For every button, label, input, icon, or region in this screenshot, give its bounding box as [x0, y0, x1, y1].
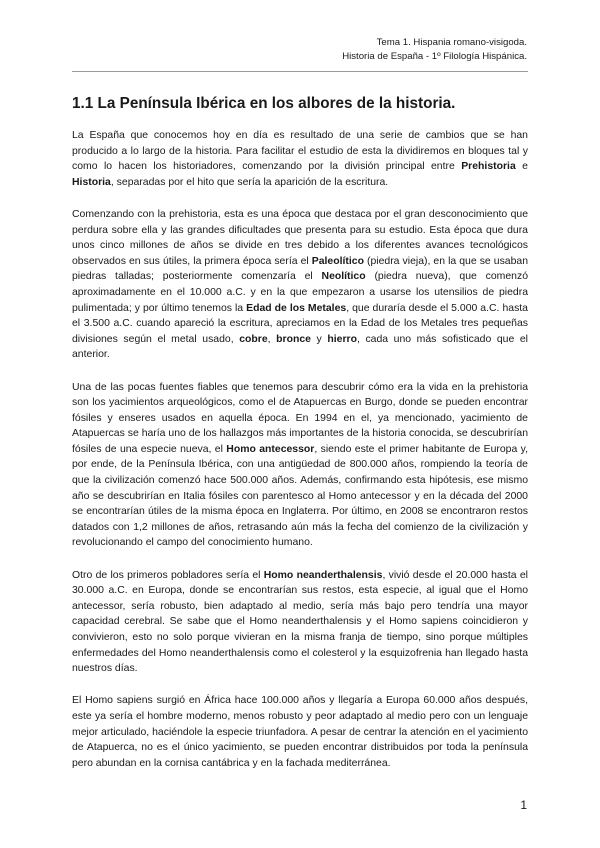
text-run: , cada uno más sofisticado que el anterior. — [72, 333, 528, 361]
text-run: (piedra nueva), que comenzó aproximadamente en el 10.000 a.C. y en la que empezaron a usarse los utensilios de piedra pulimentada; y por último tenemos la — [72, 271, 528, 314]
text-run: , separadas por el hito que sería la aparición de la escritura. — [110, 176, 389, 188]
bold-term: Neolítico — [321, 271, 366, 283]
text-run: y — [310, 333, 328, 345]
text-run: , siendo este el primer habitante de Europa y, por ende, de la Península Ibérica, con una antigüedad de 800.000 años, rompiendo la teoría de que la civilización comenzó hace 500.000 años. Además, confirmando esta hipótesis, ese mismo año se descubrirían en Italia fósiles con parentesco al Homo antecessor y en la década del 2000 se encontrarían útiles de la misma época en Inglaterra. Por último, en 2008 se encontraron restos datados con 1,2 millones de años, retrasando aún más la fecha del comienzo de la civilización y revolucionando el campo del conocimiento humano. — [72, 443, 528, 549]
text-run: Una de las pocas fuentes fiables que tenemos para descubrir cómo era la vida en la prehistoria son los yacimientos arqueológicos, como el de Atapuercas en Burgo, donde se pueden encontrar fósiles y enseres usados en aquella época. En 1994 en el, ya mencionado, yacimiento de Atapuercas se haría uno de los hallazgos más importantes de la historia conocida, se descubrirían fósiles de una especie nueva, el — [72, 381, 528, 455]
document-body — [72, 128, 528, 788]
header-divider — [72, 71, 528, 72]
paragraph — [72, 128, 528, 190]
text-run: Otro de los primeros pobladores sería el — [72, 569, 264, 581]
text-run: Comenzando con la prehistoria, esta es una época que destaca por el gran desconocimiento que perdura sobre ella y las grandes dificultades que presenta para su estudio. Esta época que dura unos cinco millones de años se divide en tres debido a los diferentes avances tecnológicos observados en sus útiles, la primera época sería el — [72, 208, 528, 267]
header-course: Historia de España - 1º Filología Hispánica. — [342, 51, 527, 62]
running-header — [342, 36, 527, 64]
page-number: 1 — [520, 798, 527, 812]
paragraph — [72, 693, 528, 771]
bold-term: bronce — [276, 333, 311, 345]
text-run: e — [515, 161, 528, 173]
text-run: , vivió desde el 20.000 hasta el 30.000 a.C. en Europa, donde se encontrarían sus restos, esta especie, al igual que el Homo antecessor, sería robusto, bien adaptado al medio, sería más bajo pero tendría una mayor capacidad cerebral. Se sabe que el Homo neanderthalensis y el Homo sapiens coincidieron y convivieron, esto no solo porque vivieran en la misma franja de tiempo, sino porque múltiples enfermedades del Homo neanderthalensis como el colesterol y la esquizofrenia han llegado hasta nuestros días. — [72, 569, 528, 675]
bold-term: Edad de los Metales — [246, 302, 347, 314]
paragraph — [72, 380, 528, 552]
bold-term: Paleolítico — [311, 255, 364, 267]
text-run: (piedra vieja), en la que se usaban piedras talladas; posteriormente comenzaría el — [72, 255, 529, 283]
text-run: El Homo sapiens surgió en África hace 100.000 años y llegaría a Europa 60.000 años después, este ya sería el hombre moderno, menos robusto y peor adaptado al medio pero con un lenguaje mejor articulado, haciéndole la especie triunfadora. A pesar de centrar la atención en el yacimiento de Atapuerca, no es el único yacimiento, se pueden encontrar distribuidos por toda la península pero abundan en la cornisa cantábrica y en la fachada mediterránea. — [72, 695, 528, 769]
bold-term: Homo neanderthalensis — [263, 569, 383, 581]
text-run: , — [267, 333, 277, 345]
section-title: 1.1 La Península Ibérica en los albores de la historia. — [72, 95, 456, 112]
bold-term: Prehistoria — [461, 161, 516, 173]
text-run: , que duraría desde el 5.000 a.C. hasta el 3.500 a.C. cuando apareció la escritura, apreciamos en la Edad de los Metales tres pequeñas divisiones según el metal usado, — [72, 302, 528, 345]
bold-term: hierro — [327, 333, 357, 345]
header-topic: Tema 1. Hispania romano-visigoda. — [376, 37, 527, 48]
bold-term: cobre — [239, 333, 268, 345]
paragraph — [72, 207, 528, 363]
bold-term: Historia — [72, 176, 111, 188]
text-run: La España que conocemos hoy en día es resultado de una serie de cambios que se han producido a lo largo de la historia. Para facilitar el estudio de esta la dividiremos en bloques tal y como lo hacen los historiadores, comenzando por la división principal entre — [72, 130, 528, 173]
paragraph — [72, 568, 528, 677]
bold-term: Homo antecessor — [226, 443, 315, 455]
